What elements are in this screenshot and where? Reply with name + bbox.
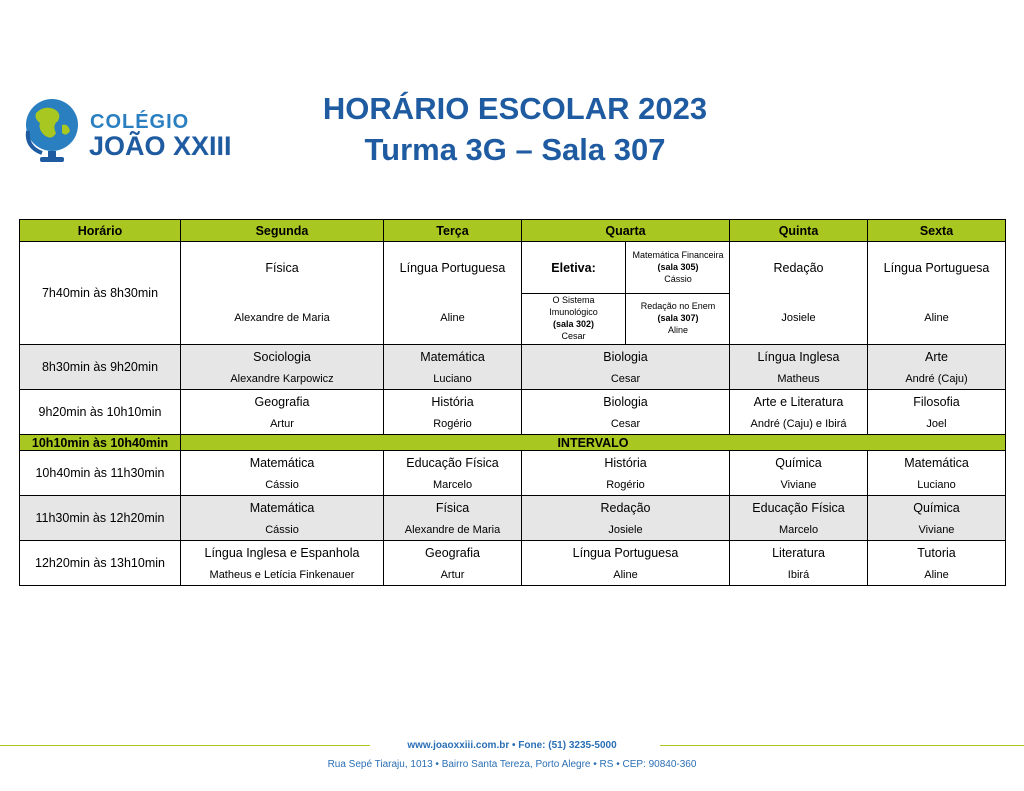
subject: Química [913, 501, 960, 515]
subject: Arte [925, 350, 948, 364]
teacher: Artur [270, 418, 294, 430]
teacher: Aline [440, 312, 465, 324]
table-row [20, 451, 1006, 496]
table-cell [384, 451, 522, 496]
option-room: (sala 307) [657, 313, 699, 323]
school-logo [22, 95, 252, 165]
subject: Geografia [254, 395, 310, 409]
header-horario: Horário [20, 220, 181, 242]
teacher: Matheus [777, 373, 820, 385]
subject: Língua Portuguesa [399, 261, 506, 275]
table-cell [730, 541, 868, 586]
teacher: Aline [924, 312, 949, 324]
interval-label: INTERVALO [181, 435, 1006, 451]
subject: Língua Inglesa [757, 350, 840, 364]
page-subtitle: Turma 3G – Sala 307 [364, 132, 666, 167]
header-quinta: Quinta [730, 220, 868, 242]
header-sexta: Sexta [868, 220, 1006, 242]
option-subject: Matemática Financeira [632, 250, 724, 260]
table-cell [181, 541, 384, 586]
subject: Educação Física [752, 501, 845, 515]
teacher: Luciano [917, 479, 956, 491]
subject: Física [435, 501, 470, 515]
option-subject: Imunológico [549, 307, 598, 317]
logo-line2: JOÃO XXIII [89, 131, 232, 161]
table-cell [181, 390, 384, 435]
subject: Geografia [425, 546, 480, 560]
table-row [20, 345, 1006, 390]
teacher: Joel [926, 418, 947, 430]
teacher: Aline [924, 569, 949, 581]
table-cell [522, 345, 730, 390]
subject: História [431, 395, 474, 409]
time-cell: 11h30min às 12h20min [20, 496, 181, 541]
page-title: HORÁRIO ESCOLAR 2023 [322, 91, 708, 126]
teacher: Cesar [610, 418, 641, 430]
header-segunda: Segunda [181, 220, 384, 242]
teacher: Cesar [610, 373, 641, 385]
table-cell [522, 541, 730, 586]
option-teacher: Cássio [664, 274, 692, 284]
quarta-eletiva-cell [522, 242, 730, 345]
time-cell: 8h30min às 9h20min [20, 345, 181, 390]
table-cell [181, 496, 384, 541]
teacher: Viviane [918, 524, 955, 536]
time-cell: 12h20min às 13h10min [20, 541, 181, 586]
option-subject: Redação no Enem [640, 301, 716, 311]
table-cell [868, 541, 1006, 586]
subject: Matemática [904, 456, 969, 470]
eletiva-label: Eletiva: [551, 261, 596, 275]
eletiva-option [522, 294, 625, 342]
table-cell [730, 242, 868, 345]
table-cell [384, 496, 522, 541]
table-cell [868, 390, 1006, 435]
table-cell [522, 496, 730, 541]
teacher: Matheus e Letícia Finkenauer [209, 569, 355, 581]
interval-time: 10h10min às 10h40min [20, 435, 181, 451]
option-teacher: Aline [667, 325, 688, 335]
subject: Física [265, 261, 299, 275]
table-cell [384, 242, 522, 345]
teacher: Josiele [781, 312, 816, 324]
table-cell [384, 541, 522, 586]
teacher: Alexandre de Maria [404, 524, 501, 536]
subject: Tutoria [917, 546, 956, 560]
subject: Matemática [249, 501, 315, 515]
table-cell [181, 451, 384, 496]
teacher: Alexandre Karpowicz [230, 373, 334, 385]
teacher: Rogério [606, 479, 645, 491]
table-row [20, 496, 1006, 541]
table-cell [730, 390, 868, 435]
subject: Matemática [249, 456, 315, 470]
subject: Redação [600, 501, 651, 515]
time-cell: 10h40min às 11h30min [20, 451, 181, 496]
subject: Língua Inglesa e Espanhola [204, 546, 360, 560]
teacher: André (Caju) e Ibirá [750, 418, 847, 430]
subject: Filosofia [913, 395, 960, 409]
table-cell [522, 390, 730, 435]
table-row [20, 242, 1006, 345]
subject: Matemática [420, 350, 485, 364]
subject: Língua Portuguesa [883, 261, 990, 275]
table-cell [868, 496, 1006, 541]
header-terca: Terça [384, 220, 522, 242]
schedule-table [19, 219, 1006, 586]
footer-contact: www.joaoxxiii.com.br • Fone: (51) 3235-5000 [407, 740, 617, 751]
subject: Biologia [603, 395, 648, 409]
table-cell [181, 242, 384, 345]
teacher: Alexandre de Maria [234, 312, 330, 324]
time-cell: 9h20min às 10h10min [20, 390, 181, 435]
table-cell [868, 242, 1006, 345]
subject: Química [775, 456, 822, 470]
time-cell: 7h40min às 8h30min [20, 242, 181, 345]
teacher: André (Caju) [905, 373, 968, 385]
option-room: (sala 305) [657, 262, 699, 272]
subject: História [604, 456, 647, 470]
subject: Biologia [603, 350, 648, 364]
teacher: Marcelo [432, 479, 473, 491]
table-cell [730, 451, 868, 496]
subject: Literatura [772, 546, 825, 560]
teacher: Viviane [780, 479, 817, 491]
teacher: Aline [613, 569, 638, 581]
logo-line1: COLÉGIO [90, 111, 190, 133]
teacher: Rogério [433, 418, 472, 430]
teacher: Ibirá [787, 569, 810, 581]
table-cell [522, 451, 730, 496]
teacher: Marcelo [778, 524, 819, 536]
teacher: Josiele [608, 524, 643, 536]
eletiva-option [626, 300, 730, 336]
table-row [20, 541, 1006, 586]
subject: Língua Portuguesa [572, 546, 679, 560]
table-cell [384, 345, 522, 390]
teacher: Cássio [265, 479, 299, 491]
interval-row [20, 435, 1006, 451]
table-cell [384, 390, 522, 435]
table-row [20, 390, 1006, 435]
subject: Educação Física [406, 456, 499, 470]
teacher: Luciano [433, 373, 472, 385]
teacher: Artur [440, 569, 465, 581]
header-row [20, 220, 1006, 242]
header-quarta: Quarta [522, 220, 730, 242]
teacher: Cássio [265, 524, 299, 536]
footer-address: Rua Sepé Tiaraju, 1013 • Bairro Santa Tereza, Porto Alegre • RS • CEP: 90840-360 [327, 759, 697, 770]
subject: Sociologia [253, 350, 311, 364]
subject: Arte e Literatura [753, 395, 844, 409]
option-room: (sala 302) [552, 319, 595, 329]
option-subject: O Sistema [552, 295, 595, 305]
option-teacher: Cesar [561, 331, 586, 341]
table-cell [868, 345, 1006, 390]
table-cell [730, 345, 868, 390]
globe-icon [22, 95, 84, 165]
subject: Redação [773, 261, 824, 275]
table-cell [868, 451, 1006, 496]
table-cell [730, 496, 868, 541]
table-cell [181, 345, 384, 390]
eletiva-option [626, 249, 730, 285]
